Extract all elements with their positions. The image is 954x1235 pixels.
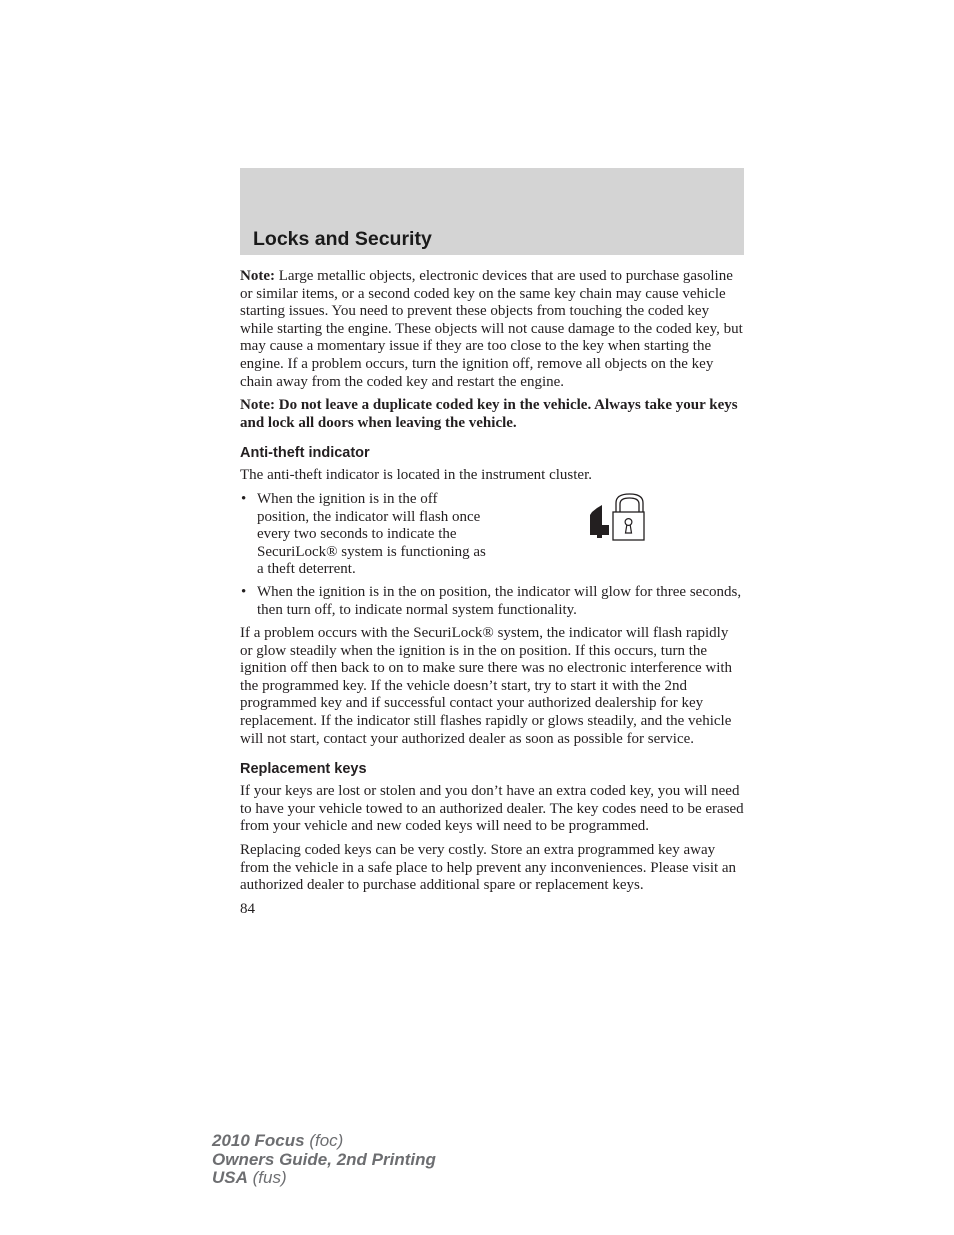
bullet-text: When the ignition is in the off position, the indicator will flash once every two seconds to indicate the SecuriLock® system is functioning as a theft deterrent. bbox=[257, 490, 486, 578]
footer-market-code: (fus) bbox=[247, 1168, 287, 1187]
footer-line-edition bbox=[212, 1151, 436, 1170]
metallic-objects-note bbox=[240, 268, 744, 391]
page-number: 84 bbox=[240, 900, 255, 917]
footer-line-model bbox=[212, 1132, 436, 1151]
footer bbox=[212, 1132, 436, 1188]
footer-model: 2010 Focus bbox=[212, 1131, 305, 1150]
anti-theft-heading: Anti-theft indicator bbox=[240, 445, 370, 462]
duplicate-key-note: Note: Do not leave a duplicate coded key in the vehicle. Always take your keys and lock all doors when leaving the vehicle. bbox=[240, 397, 738, 431]
list-item bbox=[240, 491, 744, 579]
footer-market: USA bbox=[212, 1168, 248, 1187]
note-label: Note: bbox=[240, 268, 275, 284]
section-title: Locks and Security bbox=[253, 228, 432, 250]
anti-theft-car-lock-icon bbox=[587, 491, 645, 579]
bullet-symbol: • bbox=[241, 583, 247, 600]
footer-line-market bbox=[212, 1169, 436, 1188]
bullet-text: When the ignition is in the on position, the indicator will glow for three seconds, then turn off, to indicate normal system functionality. bbox=[257, 583, 742, 618]
page-content bbox=[240, 268, 744, 918]
replacement-keys-heading: Replacement keys bbox=[240, 761, 367, 778]
anti-theft-intro: The anti-theft indicator is located in the instrument cluster. bbox=[240, 467, 592, 484]
footer-model-code: (foc) bbox=[304, 1131, 344, 1150]
anti-theft-problem: If a problem occurs with the SecuriLock® system, the indicator will flash rapidly or glow steadily when the ignition is in the on position. If this occurs, turn the ignition off then back to on to make sure there was no electronic interference with the programmed key. If the vehicle doesn’t start, try to start it with the 2nd programmed key and if successful contact your authorized dealership for key replacement. If the indicator still flashes rapidly or glows steadily, and the vehicle will not start, contact your authorized dealer as soon as possible for service. bbox=[240, 625, 733, 747]
bullet-symbol: • bbox=[241, 490, 247, 507]
anti-theft-bullets bbox=[240, 491, 744, 619]
replacement-keys-paragraph-1: If your keys are lost or stolen and you don’t have an extra coded key, you will need to have your vehicle towed to an authorized dealer. The key codes need to be erased from your vehicle and new coded keys will need to be programmed. bbox=[240, 783, 744, 835]
section-header-band bbox=[240, 168, 744, 255]
note-text: Large metallic objects, electronic devices that are used to purchase gasoline or similar items, or a second coded key on the same key chain may cause vehicle starting issues. You need to prevent these objects from touching the coded key while starting the engine. These objects will not cause damage to the coded key, but may cause a momentary issue if they are too close to the key when starting the engine. If a problem occurs, turn the ignition off, remove all objects on the key chain away from the coded key and restart the engine. bbox=[240, 268, 743, 390]
list-item bbox=[240, 584, 744, 619]
footer-edition: Owners Guide, 2nd Printing bbox=[212, 1149, 436, 1169]
replacement-keys-paragraph-2: Replacing coded keys can be very costly. Store an extra programmed key away from the vehicle in a safe place to help prevent any inconveniences. Please visit an authorized dealer to purchase additional spare or replacement keys. bbox=[240, 842, 737, 894]
